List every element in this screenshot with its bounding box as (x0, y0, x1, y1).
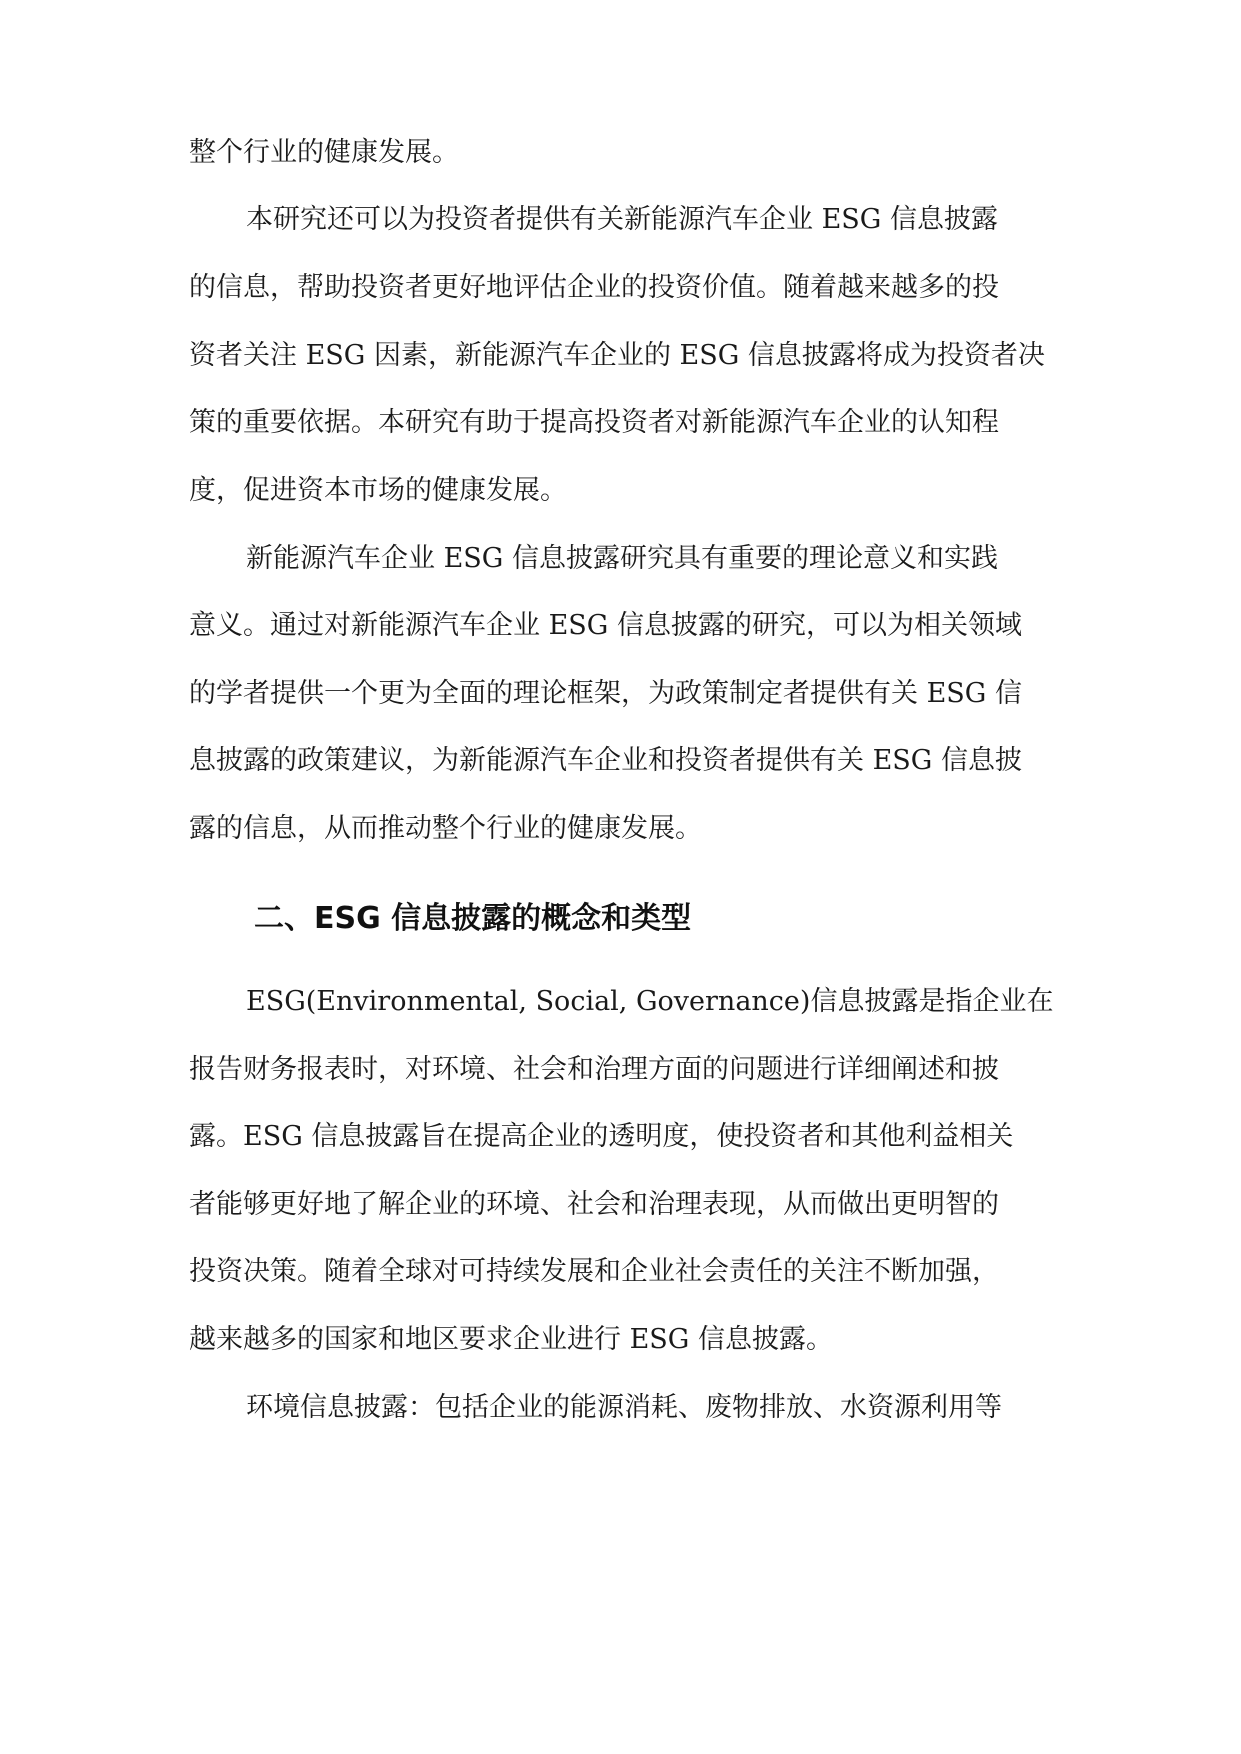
paragraph-line: 息披露的政策建议，为新能源汽车企业和投资者提供有关 ESG 信息披 (189, 745, 1022, 776)
paragraph-line: ESG(Environmental, Social, Governance)信息披露是指企业在 (246, 986, 1054, 1017)
paragraph-line: 本研究还可以为投资者提供有关新能源汽车企业 ESG 信息披露 (246, 204, 998, 235)
paragraph-line: 意义。通过对新能源汽车企业 ESG 信息披露的研究，可以为相关领域 (189, 610, 1022, 641)
paragraph-line: 新能源汽车企业 ESG 信息披露研究具有重要的理论意义和实践 (246, 543, 998, 574)
paragraph-line: 度，促进资本市场的健康发展。 (189, 475, 567, 506)
paragraph-line: 露。ESG 信息披露旨在提高企业的透明度，使投资者和其他利益相关 (189, 1121, 1014, 1152)
section-heading: 二、ESG 信息披露的概念和类型 (254, 901, 692, 936)
paragraph-line: 的信息，帮助投资者更好地评估企业的投资价值。随着越来越多的投 (189, 272, 999, 303)
paragraph-line: 越来越多的国家和地区要求企业进行 ESG 信息披露。 (189, 1324, 833, 1355)
paragraph-line: 的学者提供一个更为全面的理论框架，为政策制定者提供有关 ESG 信 (189, 678, 1022, 709)
paragraph-line: 露的信息，从而推动整个行业的健康发展。 (189, 813, 702, 844)
paragraph-line: 报告财务报表时，对环境、社会和治理方面的问题进行详细阐述和披 (189, 1054, 999, 1085)
paragraph-line: 整个行业的健康发展。 (189, 137, 459, 168)
paragraph-line: 策的重要依据。本研究有助于提高投资者对新能源汽车企业的认知程 (189, 407, 999, 438)
paragraph-line: 投资决策。随着全球对可持续发展和企业社会责任的关注不断加强， (189, 1256, 999, 1287)
paragraph-line: 资者关注 ESG 因素，新能源汽车企业的 ESG 信息披露将成为投资者决 (189, 340, 1045, 371)
paragraph-line: 环境信息披露：包括企业的能源消耗、废物排放、水资源利用等 (246, 1392, 1002, 1423)
paragraph-line: 者能够更好地了解企业的环境、社会和治理表现，从而做出更明智的 (189, 1189, 999, 1220)
